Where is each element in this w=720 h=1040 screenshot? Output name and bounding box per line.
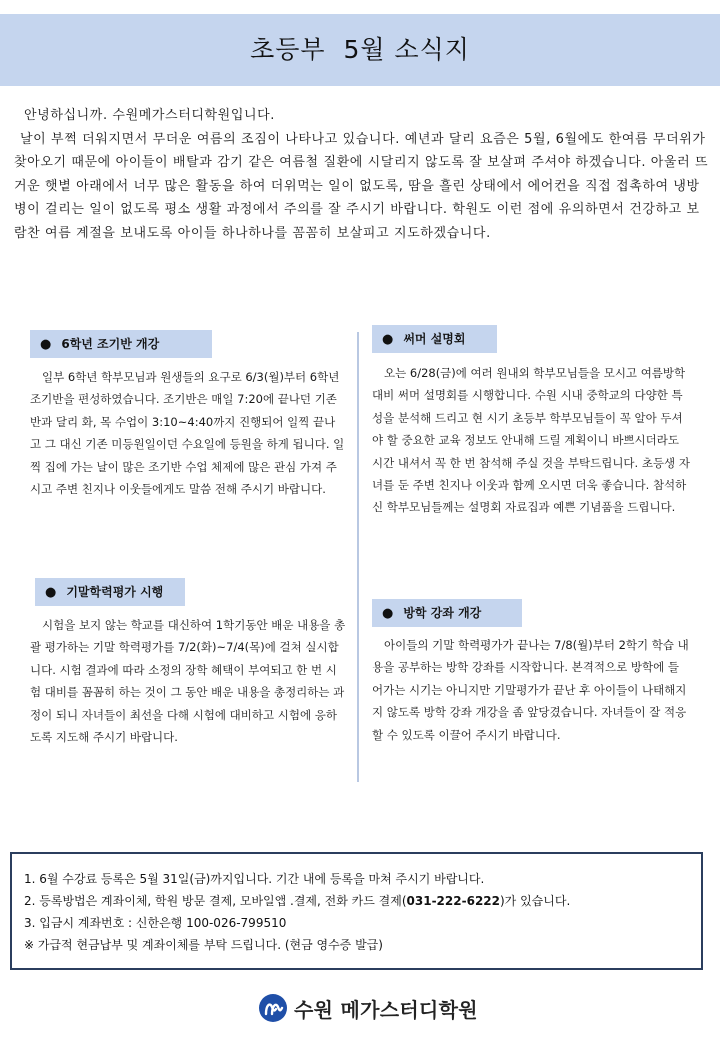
academy-logo-icon bbox=[258, 993, 288, 1023]
notice-line-2-prefix: 2. 등록방법은 계좌이체, 학원 방문 결제, 모바일앱 .결제, 전화 카드 결제( bbox=[24, 894, 407, 908]
notice-line-4: ※ 가급적 현금납부 및 계좌이체를 부탁 드립니다. (현금 영수증 발급) bbox=[24, 938, 383, 952]
intro-greeting: 안녕하십니까. 수원메가스터디학원입니다. bbox=[24, 108, 276, 123]
intro-section bbox=[14, 104, 712, 246]
notice-line-1: 1. 6월 수강료 등록은 5월 31일(금)까지입니다. 기간 내에 등록을 마쳐 주시기 바랍니다. bbox=[24, 872, 485, 886]
page-title: 초등부 5월 소식지 bbox=[250, 35, 470, 64]
section-text-vacation-course: 아이들의 기말 학력평가가 끝나는 7/8(월)부터 2학기 학습 내용을 공부하는 방학 강좌를 시작합니다. 본격적으로 방학에 들어가는 시기는 아니지만 기말평가가 끝난 후 아이들이 나태해지지 않도록 방학 강좌 개강을 좀 앞당겼습니다. 자녀들이 잘 적응할 수 있도록 이끌어 주시기 바랍니다. bbox=[372, 638, 689, 742]
section-text-final-exam: 시험을 보지 않는 학교를 대신하여 1학기동안 배운 내용을 총괄 평가하는 기말 학력평가를 7/2(화)~7/4(목)에 걸쳐 실시합니다. 시험 결과에 따라 소정의 장학 혜택이 부여되고 한 번 시험 대비를 꼼꼼히 하는 것이 그 동안 배운 내용을 총정리하는 과정이 되니 자녀들이 최선을 다해 시험에 대비하고 시험에 응하도록 지도해 주시기 바랍니다. bbox=[30, 618, 346, 745]
footer-brand: 수원 메가스터디학원 bbox=[294, 997, 478, 1022]
section-label-summer-briefing bbox=[372, 325, 497, 353]
section-title: 방학 강좌 개강 bbox=[403, 606, 482, 620]
notice-line-3: 3. 입금시 계좌번호 : 신한은행 100-026-799510 bbox=[24, 916, 287, 930]
notice-box bbox=[10, 852, 703, 970]
footer-logo bbox=[258, 990, 478, 1026]
column-divider bbox=[357, 332, 359, 782]
bullet-icon: ● bbox=[382, 332, 394, 347]
section-label-early-class bbox=[30, 330, 212, 358]
section-text-summer-briefing: 오는 6/28(금)에 여러 원내외 학부모님들을 모시고 여름방학 대비 써머 설명회를 시행합니다. 수원 시내 중학교의 다양한 특성을 분석해 드리고 현 시기 초등부 학부모님들이 꼭 알아 두셔야 할 중요한 교육 정보도 안내해 드릴 계획이니 바쁘시더라도 시간 내셔서 꼭 한 번 참석해 주실 것을 부탁드립니다. 초등생 자녀를 둔 주변 친지나 이웃과 함께 오시면 더욱 좋습니다. 참석하신 학부모님들께는 설명회 자료집과 예쁜 기념품을 드립니다. bbox=[372, 366, 690, 515]
section-label-final-exam bbox=[35, 578, 185, 606]
section-text-early-class: 일부 6학년 학부모님과 원생들의 요구로 6/3(월)부터 6학년 조기반을 편성하였습니다. 조기반은 매일 7:20에 끝나던 기존 반과 달리 화, 목 수업이 3:10~4:40까지 진행되어 일찍 끝나고 그 대신 기존 미등원일이던 수요일에 등원을 하게 됩니다. 일찍 집에 가는 날이 많은 조기반 수업 체제에 많은 관심 가져 주시고 주변 친지나 이웃들에게도 말씀 전해 주시기 바랍니다. bbox=[30, 370, 345, 497]
section-title: 6학년 조기반 개강 bbox=[61, 337, 160, 351]
section-title: 써머 설명회 bbox=[403, 332, 466, 346]
bullet-icon: ● bbox=[382, 606, 394, 621]
notice-line-2 bbox=[24, 890, 701, 912]
bullet-icon: ● bbox=[45, 585, 57, 600]
notice-line-2-suffix: )가 있습니다. bbox=[500, 894, 571, 908]
section-title: 기말학력평가 시행 bbox=[66, 585, 164, 599]
bullet-icon: ● bbox=[40, 337, 52, 352]
intro-body: 날이 부쩍 더워지면서 무더운 여름의 조짐이 나타나고 있습니다. 예년과 달리 요즘은 5월, 6월에도 한여름 무더위가 찾아오기 때문에 아이들이 배탈과 감기 같은 여름철 질환에 시달리지 않도록 잘 보살펴 주셔야 하겠습니다. 아울러 뜨거운 햇볕 아래에서 너무 많은 활동을 하여 더위먹는 일이 없도록, 땀을 흘린 상태에서 에어컨을 직접 접촉하여 냉방병이 걸리는 일이 없도록 평소 생활 과정에서 주의를 잘 주시기 바랍니다. 학원도 이런 점에 유의하면서 건강하고 보람찬 여름 계절을 보내도록 아이들 하나하나를 꼼꼼히 보살피고 지도하겠습니다. bbox=[14, 131, 709, 241]
phone-number: 031-222-6222 bbox=[406, 894, 500, 908]
section-label-vacation-course bbox=[372, 599, 522, 627]
